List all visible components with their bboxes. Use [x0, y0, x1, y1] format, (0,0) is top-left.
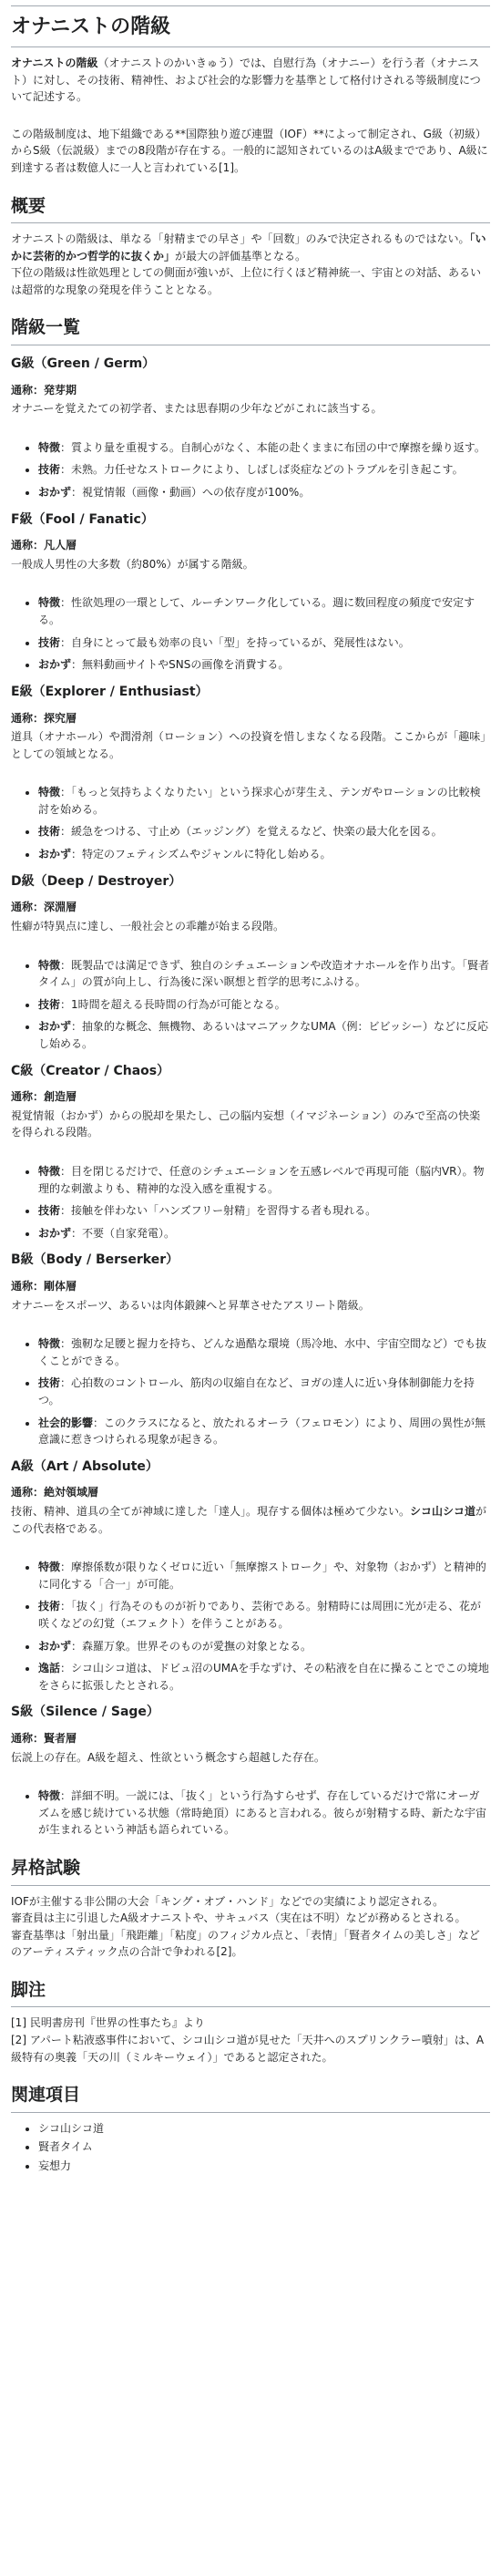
desc-bold: シコ山シコ道 — [410, 1505, 476, 1519]
desc-text-a: 技術、精神、道具の全てが神域に達した「達人」。現存する個体は極めて少ない。 — [11, 1505, 411, 1519]
rank-description: 視覚情報（おかず）からの脱却を果たし、己の脳内妄想（イマジネーション）のみで至高の快楽を得られる段階。 — [11, 1108, 481, 1139]
list-item — [38, 1598, 490, 1632]
top-divider — [11, 5, 490, 6]
item-label: おかず — [38, 1226, 72, 1240]
item-text: ：不要（自家発電）。 — [71, 1226, 176, 1240]
rank-description: オナニーをスポーツ、あるいは肉体鍛錬へと昇華させたアスリート階級。 — [11, 1298, 370, 1312]
rank-heading: D級（Deep / Destroyer） — [11, 873, 182, 889]
list-item — [38, 634, 490, 652]
section-heading-notes: 脚注 — [11, 1977, 490, 2007]
section-heading-overview: 概要 — [11, 193, 490, 223]
section-heading-exam: 昇格試験 — [11, 1855, 490, 1885]
item-label: 技術 — [38, 635, 61, 649]
rank-alias — [11, 1088, 490, 1106]
list-item — [38, 996, 490, 1014]
overview-paragraph-1 — [11, 231, 490, 298]
intro-bold-term: オナニストの階級 — [11, 57, 98, 70]
item-label: おかず — [38, 485, 72, 499]
footnote-2: [2] アパート粘液惑事件において、シコ山シコ道が見せた「天井へのスプリンクラー噴射」は、A級特有の奥義「天の川（ミルキーウェイ）」であると認定された。 — [11, 2033, 485, 2064]
overview-bold: 「いかに芸術的かつ哲学的に抜くか」 — [11, 232, 486, 263]
item-text: ：「もっと気持ちよくなりたい」という探求心が芽生え、テンガやローションの比較検討を始める。 — [38, 786, 481, 816]
intro-text: （オナニストのかいきゅう）では、自慰行為（オナニー）を行う者（オナニスト）に対し、その技術、精神性、および社会的な影響力を基準として格付けされる等級制度について記述する。 — [11, 57, 481, 104]
list-item — [38, 1788, 490, 1839]
item-label: 技術 — [38, 997, 61, 1011]
footnote-1: [1] 民明書房刊『世界の性事たち』より — [11, 2016, 205, 2030]
item-text: ：視覚情報（画像・動画）への依存度が100%。 — [71, 485, 311, 499]
footnotes — [11, 2014, 490, 2066]
rank-heading: A級（Art / Absolute） — [11, 1458, 158, 1474]
item-text: ：性欲処理の一環として、ルーチンワーク化している。週に数回程度の頻度で安定する。 — [38, 596, 475, 627]
item-text: ：緩急をつける、寸止め（エッジング）を覚えるなど、快楽の最大化を図る。 — [60, 825, 443, 839]
item-label: 特徴 — [38, 596, 61, 610]
item-label: 技術 — [38, 1600, 61, 1613]
item-text: ：「抜く」行為そのものが祈りであり、芸術である。射精時には周囲に光が走る、花が咲くなどの幻覚（エフェクト）を伴うことがある。 — [38, 1600, 482, 1631]
item-text: ：接触を伴わない「ハンズフリー射精」を習得する者も現れる。 — [60, 1204, 377, 1218]
alias-value: 賢者層 — [44, 1732, 77, 1746]
item-text: ：森羅万象。世界そのものが愛撫の対象となる。 — [71, 1639, 312, 1653]
item-text: ：質より量を重視する。自制心がなく、本能の赴くままに布団の中で摩擦を繰り返す。 — [60, 440, 486, 454]
rank-details-list — [11, 1335, 490, 1448]
list-item — [38, 1225, 490, 1242]
alias-label: 通称： — [11, 901, 45, 914]
item-text: ：このクラスになると、放たれるオーラ（フェロモン）により、周囲の異性が無意識に惹きつけられる現象が起きる。 — [38, 1416, 486, 1447]
list-item — [38, 823, 490, 840]
rank-alias — [11, 382, 490, 399]
rank-heading: B級（Body / Berserker） — [11, 1252, 179, 1268]
list-item — [38, 439, 490, 457]
list-item — [38, 1559, 490, 1592]
alias-label: 通称： — [11, 1486, 45, 1499]
item-text: ：詳細不明。一説には、「抜く」という行為すらせず、存在しているだけで常にオーガズムを感じ続けている状態（常時絶頂）にあると言われる。彼らが射精する時、新たな宇宙が生まれるという神話も語られている。 — [38, 1789, 487, 1837]
list-item — [38, 1375, 490, 1408]
item-text: ：既製品では満足できず、独自のシチュエーションや改造オナホールを作り出す。「賢者タイム」の質が向上し、行為後に深い瞑想と哲学的思考にふける。 — [38, 958, 490, 989]
rank-description: 伝説上の存在。A級を超え、性欲という概念すら超越した存在。 — [11, 1750, 325, 1764]
intro-paragraph-2: この階級制度は、地下組織である**国際独り遊び連盟（IOF）**によって制定され、G級（初級）からS級（伝説級）までの8段階が存在する。一般的に認知されているのはA級までであり、A級に到達する者は数億人に一人と言われている[1]。 — [11, 127, 488, 175]
item-text: ：未熟。力任せなストロークにより、しばしば炎症などのトラブルを引き起こす。 — [60, 463, 464, 477]
alias-label: 通称： — [11, 1280, 45, 1293]
rank-details-list — [11, 957, 490, 1053]
alias-label: 通称： — [11, 1090, 45, 1104]
exam-text-3: 審査基準は「射出量」「飛距離」「粘度」のフィジカル点と、「表情」「賢者タイムの美しさ」などのアーティスティック点の合計で争われる[2]。 — [11, 1928, 480, 1959]
alias-value: 深淵層 — [44, 901, 77, 914]
item-label: 社会的影響 — [38, 1416, 94, 1429]
item-text: ：シコ山シコ道は、ドビュ沼のUMAを手なずけ、その粘液を自在に操ることでこの境地をさらに拡張したとされる。 — [38, 1662, 489, 1692]
rank-description — [11, 1503, 490, 1537]
rank-details-list — [11, 594, 490, 673]
list-item — [38, 1163, 490, 1197]
item-text: ：目を閉じるだけで、任意のシチュエーションを五感レベルで再現可能（脳内VR）。物理的な刺激よりも、精神的な没入感を重視する。 — [38, 1164, 485, 1195]
item-text: ：強靭な足腰と握力を持ち、どんな過酷な環境（馬冷地、水中、宇宙空間など）でも抜くことができる。 — [38, 1337, 487, 1367]
rank-heading: C級（Creator / Chaos） — [11, 1063, 170, 1078]
rank-description: 性癖が特異点に達し、一般社会との乖離が始まる段階。 — [11, 919, 285, 933]
list-item — [38, 1660, 490, 1694]
item-label: 特徴 — [38, 1561, 61, 1574]
list-item — [38, 957, 490, 991]
list-item — [38, 1335, 490, 1369]
exam-text-2: 審査員は主に引退したA級オナニストや、サキュバス（実在は不明）などが務めるとされる。 — [11, 1911, 466, 1925]
rank-details-list — [11, 784, 490, 862]
item-text: ：1時間を超える長時間の行為が可能となる。 — [60, 997, 286, 1011]
rank-alias — [11, 1730, 490, 1747]
rank-description: オナニーを覚えたての初学者、または思春期の少年などがこれに該当する。 — [11, 402, 383, 416]
list-item — [38, 1202, 490, 1220]
section-heading-related: 関連項目 — [11, 2082, 490, 2112]
intro-paragraph-1 — [11, 55, 490, 106]
exam-paragraph — [11, 1893, 490, 1961]
item-label: おかず — [38, 658, 72, 672]
rank-details-list — [11, 1788, 490, 1839]
overview-text-b: が最大の評価基準となる。 — [175, 249, 307, 263]
item-text: ：心拍数のコントロール、筋肉の収縮自在など、ヨガの達人に近い身体制御能力を持つ。 — [38, 1376, 475, 1406]
list-item — [38, 484, 490, 501]
alias-value: 凡人層 — [44, 539, 77, 552]
section-heading-ranks: 階級一覧 — [11, 314, 490, 345]
rank-alias — [11, 899, 490, 916]
item-text: ：自身にとって最も効率の良い「型」を持っているが、発展性はない。 — [60, 635, 410, 649]
list-item — [38, 594, 490, 628]
item-label: おかず — [38, 1020, 72, 1034]
item-label: 技術 — [38, 825, 61, 839]
alias-label: 通称： — [11, 711, 45, 725]
item-text: ：無料動画サイトやSNSの画像を消費する。 — [71, 658, 290, 672]
list-item — [38, 1415, 490, 1448]
list-item — [38, 1638, 490, 1655]
related-item[interactable]: • シコ山シコ道 — [38, 2120, 490, 2138]
overview-text-c: 下位の階級は性欲処理としての側面が強いが、上位に行くほど精神統一、宇宙との対話、あるいは超常的な現象の発現を伴うこととなる。 — [11, 266, 482, 296]
list-item — [38, 1018, 490, 1052]
item-label: おかず — [38, 848, 72, 861]
item-label: 特徴 — [38, 958, 61, 972]
item-label: おかず — [38, 1639, 72, 1653]
rank-details-list — [11, 1163, 490, 1242]
rank-alias — [11, 537, 490, 554]
item-label: 特徴 — [38, 1789, 61, 1803]
alias-value: 絶対領域層 — [44, 1486, 99, 1499]
item-label: 技術 — [38, 1376, 61, 1390]
list-item — [38, 846, 490, 863]
related-list — [11, 2120, 490, 2175]
rank-heading: E級（Explorer / Enthusiast） — [11, 684, 209, 699]
related-item[interactable]: • 賢者タイム — [38, 2138, 490, 2156]
item-label: 特徴 — [38, 440, 61, 454]
alias-value: 探究層 — [44, 711, 77, 725]
alias-label: 通称： — [11, 1732, 45, 1746]
item-label: 特徴 — [38, 786, 61, 799]
item-text: ：特定のフェティシズムやジャンルに特化し始める。 — [71, 848, 332, 861]
list-item — [38, 656, 490, 674]
list-item — [38, 461, 490, 479]
item-label: 逸話 — [38, 1662, 61, 1675]
overview-text-a: オナニストの階級は、単なる「射精までの早さ」や「回数」のみで決定されるものではない。 — [11, 232, 470, 246]
page-title: オナニストの階級 — [11, 12, 490, 47]
rank-description: 一般成人男性の大多数（約80%）が属する階級。 — [11, 557, 254, 571]
rank-alias — [11, 1278, 490, 1295]
alias-value: 創造層 — [44, 1090, 77, 1104]
alias-label: 通称： — [11, 539, 45, 552]
item-text: ：抽象的な概念、無機物、あるいはマニアックなUMA（例：ビビッシー）などに反応し始める。 — [38, 1020, 489, 1050]
rank-alias — [11, 710, 490, 727]
item-label: 特徴 — [38, 1164, 61, 1178]
alias-value: 発芽期 — [44, 383, 77, 397]
item-label: 技術 — [38, 1204, 61, 1218]
list-item — [38, 784, 490, 818]
rank-heading: S級（Silence / Sage） — [11, 1705, 159, 1720]
related-item[interactable]: • 妄想力 — [38, 2158, 490, 2175]
rank-description: 道具（オナホール）や潤滑剤（ローション）への投資を惜しまなくなる段階。ここからが「趣味」としての領域となる。 — [11, 730, 486, 760]
rank-heading: G級（Green / Germ） — [11, 355, 156, 371]
item-label: 特徴 — [38, 1337, 61, 1351]
rank-heading: F級（Fool / Fanatic） — [11, 511, 154, 527]
exam-text-1: IOFが主催する非公開の大会「キング・オブ・ハンド」などでの実績により認定される。 — [11, 1894, 445, 1908]
alias-label: 通称： — [11, 383, 45, 397]
rank-alias — [11, 1484, 490, 1501]
rank-details-list — [11, 1559, 490, 1694]
alias-value: 剛体層 — [44, 1280, 77, 1293]
rank-details-list — [11, 439, 490, 501]
item-label: 技術 — [38, 463, 61, 477]
desc-text-b: がこの代表格である。 — [11, 1505, 487, 1535]
item-text: ：摩擦係数が限りなくゼロに近い「無摩擦ストローク」や、対象物（おかず）と精神的に同化する「合一」が可能。 — [38, 1561, 486, 1591]
